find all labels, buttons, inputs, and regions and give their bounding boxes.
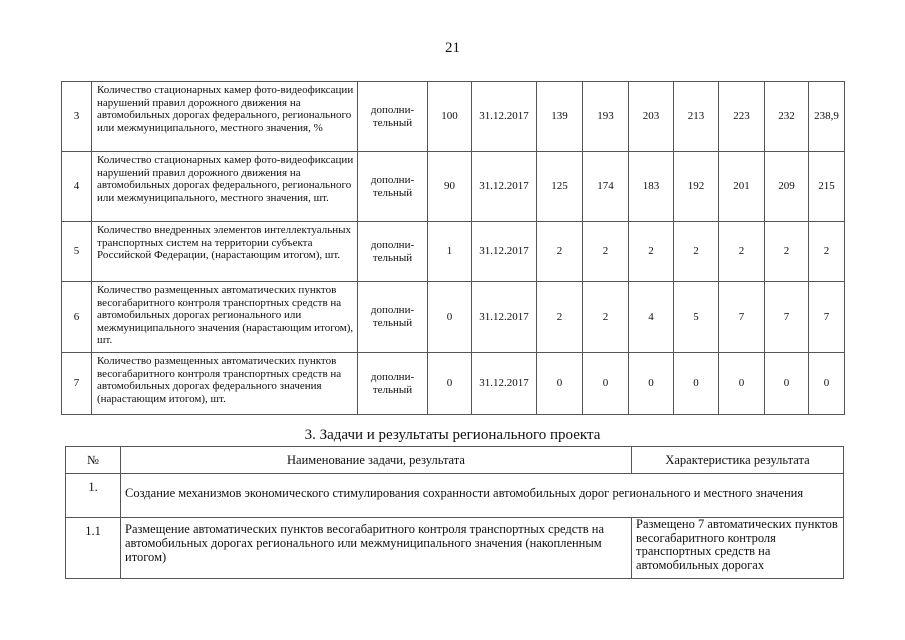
indicator-name: Количество стационарных камер фото-видеофиксации нарушений правил дорожного движения на автомобильных дорогах федерального, регионального или межмуниципального, местного значения, шт.	[92, 152, 358, 222]
header-row	[66, 447, 844, 474]
year-value: 2	[674, 222, 719, 282]
year-value: 223	[719, 82, 765, 152]
year-value: 183	[629, 152, 674, 222]
result-number: 1.1	[66, 518, 121, 579]
indicator-name: Количество внедренных элементов интеллектуальных транспортных систем на территории субъекта Российской Федерации, (нарастающим итогом), шт.	[92, 222, 358, 282]
year-value: 193	[583, 82, 629, 152]
year-value: 0	[765, 353, 809, 415]
row-number: 6	[62, 282, 92, 353]
row-number: 3	[62, 82, 92, 152]
page-number: 21	[445, 40, 460, 56]
result-characteristic: Размещено 7 автоматических пунктов весогабаритного контроля транспортных средств на автомобильных дорогах	[632, 518, 844, 579]
year-value: 125	[537, 152, 583, 222]
year-value: 7	[719, 282, 765, 353]
year-value: 0	[719, 353, 765, 415]
year-value: 2	[537, 222, 583, 282]
indicator-type: дополни-тельный	[358, 353, 428, 415]
indicator-name: Количество стационарных камер фото-видеофиксации нарушений правил дорожного движения на автомобильных дорогах федерального, регионального или межмуниципального, местного значения, %	[92, 82, 358, 152]
year-value: 2	[583, 222, 629, 282]
year-value: 203	[629, 82, 674, 152]
base-value: 0	[428, 282, 472, 353]
table-row	[62, 353, 845, 415]
indicator-name: Количество размещенных автоматических пунктов весогабаритного контроля транспортных средств на автомобильных дорогах регионального или межмуниципального значения (нарастающим итогом), шт.	[92, 282, 358, 353]
year-value: 5	[674, 282, 719, 353]
year-value: 215	[809, 152, 845, 222]
indicators-table	[61, 81, 845, 415]
year-value: 7	[809, 282, 845, 353]
year-value: 238,9	[809, 82, 845, 152]
column-header-name: Наименование задачи, результата	[121, 447, 632, 474]
year-value: 192	[674, 152, 719, 222]
section-title: 3. Задачи и результаты регионального проекта	[304, 427, 601, 443]
task-row	[66, 474, 844, 518]
base-date: 31.12.2017	[472, 82, 537, 152]
year-value: 2	[809, 222, 845, 282]
year-value: 232	[765, 82, 809, 152]
row-number: 4	[62, 152, 92, 222]
year-value: 209	[765, 152, 809, 222]
base-date: 31.12.2017	[472, 353, 537, 415]
base-date: 31.12.2017	[472, 152, 537, 222]
year-value: 0	[674, 353, 719, 415]
year-value: 2	[629, 222, 674, 282]
year-value: 2	[765, 222, 809, 282]
column-header-characteristic: Характеристика результата	[632, 447, 844, 474]
result-row	[66, 518, 844, 579]
base-value: 90	[428, 152, 472, 222]
table-row	[62, 82, 845, 152]
year-value: 0	[629, 353, 674, 415]
row-number: 5	[62, 222, 92, 282]
year-value: 7	[765, 282, 809, 353]
indicator-type: дополни-тельный	[358, 222, 428, 282]
base-value: 0	[428, 353, 472, 415]
indicator-name: Количество размещенных автоматических пунктов весогабаритного контроля транспортных средств на автомобильных дорогах федерального значения (нарастающим итогом), шт.	[92, 353, 358, 415]
indicator-type: дополни-тельный	[358, 82, 428, 152]
table-row	[62, 152, 845, 222]
year-value: 213	[674, 82, 719, 152]
year-value: 139	[537, 82, 583, 152]
year-value: 0	[537, 353, 583, 415]
base-value: 1	[428, 222, 472, 282]
column-header-number: №	[66, 447, 121, 474]
table-row	[62, 282, 845, 353]
year-value: 2	[583, 282, 629, 353]
year-value: 0	[809, 353, 845, 415]
year-value: 4	[629, 282, 674, 353]
indicator-type: дополни-тельный	[358, 152, 428, 222]
tasks-table	[65, 446, 844, 579]
table-row	[62, 222, 845, 282]
task-number: 1.	[66, 474, 121, 518]
row-number: 7	[62, 353, 92, 415]
year-value: 174	[583, 152, 629, 222]
base-date: 31.12.2017	[472, 222, 537, 282]
task-name: Создание механизмов экономического стимулирования сохранности автомобильных дорог регионального и местного значения	[121, 474, 844, 518]
indicator-type: дополни-тельный	[358, 282, 428, 353]
result-name: Размещение автоматических пунктов весогабаритного контроля транспортных средств на автомобильных дорогах регионального или межмуниципального значения (накопленным итогом)	[121, 518, 632, 579]
base-value: 100	[428, 82, 472, 152]
base-date: 31.12.2017	[472, 282, 537, 353]
year-value: 2	[719, 222, 765, 282]
year-value: 2	[537, 282, 583, 353]
year-value: 0	[583, 353, 629, 415]
year-value: 201	[719, 152, 765, 222]
